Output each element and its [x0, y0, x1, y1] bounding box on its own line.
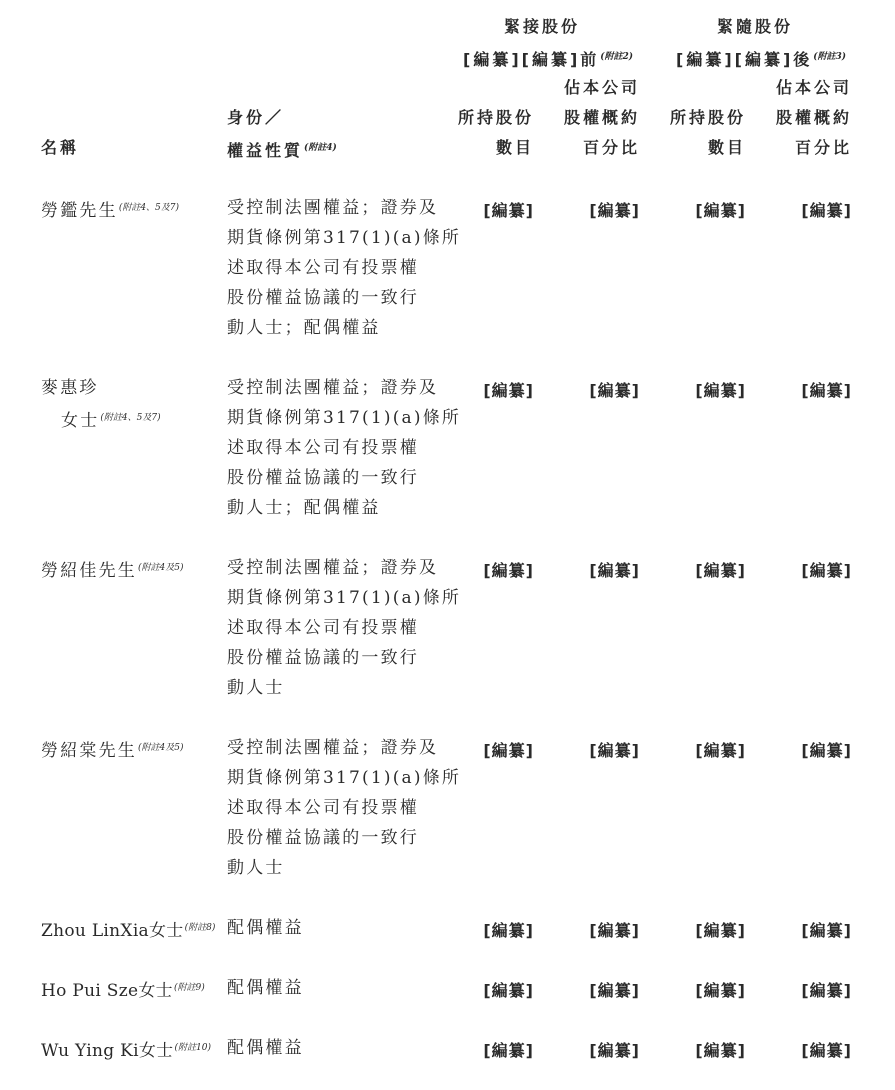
after-pct-value: [編纂]	[801, 741, 852, 760]
capacity-line: 配偶權益	[227, 918, 304, 938]
before-shares-value: [編纂]	[483, 981, 534, 1000]
capacity-description	[227, 198, 461, 348]
after-shares-value: [編纂]	[695, 201, 746, 220]
capacity-line: 股份權益協議的一致行	[227, 288, 419, 308]
before-shares-value: [編纂]	[483, 201, 534, 220]
holder-note: (附註4、5及7)	[118, 203, 180, 213]
before-pct-value: [編纂]	[589, 561, 640, 580]
header-after-shares-line2: 數目	[707, 138, 746, 157]
after-shares-value: [編纂]	[695, 981, 746, 1000]
holder-name-line2	[61, 408, 161, 431]
header-immediately-after: 緊隨股份	[717, 17, 794, 36]
capacity-line: 期貨條例第317(1)(a)條所	[227, 588, 462, 608]
header-before-pct-line2: 股權概約	[563, 108, 640, 127]
after-shares-value: [編纂]	[695, 381, 746, 400]
capacity-line: 動人士；配偶權益	[227, 498, 381, 518]
after-pct-value: [編纂]	[801, 561, 852, 580]
after-shares-value: [編纂]	[695, 921, 746, 940]
holder-name-text: Ho Pui Sze女士	[41, 981, 173, 1001]
before-pct-value: [編纂]	[589, 201, 640, 220]
capacity-line: 述取得本公司有投票權	[227, 258, 419, 278]
holder-note: (附註9)	[173, 983, 205, 993]
header-capacity-text: 權益性質	[227, 141, 304, 160]
before-pct-value: [編纂]	[589, 1041, 640, 1060]
capacity-line: 股份權益協議的一致行	[227, 468, 419, 488]
capacity-line: 述取得本公司有投票權	[227, 618, 419, 638]
header-capacity-line1: 身份／	[227, 108, 285, 127]
capacity-line: 配偶權益	[227, 978, 304, 998]
header-after-offer	[676, 47, 846, 70]
capacity-line: 期貨條例第317(1)(a)條所	[227, 408, 462, 428]
after-pct-value: [編纂]	[801, 1041, 852, 1060]
header-after-pct-line1: 佔本公司	[775, 78, 852, 97]
holder-name	[41, 1038, 211, 1061]
header-before-shares-line2: 數目	[495, 138, 534, 157]
before-shares-value: [編纂]	[483, 921, 534, 940]
header-name: 名稱	[41, 138, 80, 157]
holder-name-text: 勞紹佳先生	[41, 561, 137, 581]
capacity-line: 受控制法團權益；證券及	[227, 738, 439, 758]
holder-name-text: Wu Ying Ki女士	[41, 1041, 174, 1061]
before-pct-value: [編纂]	[589, 921, 640, 940]
after-shares-value: [編纂]	[695, 741, 746, 760]
holder-name-text: 勞鑑先生	[41, 201, 118, 221]
after-pct-value: [編纂]	[801, 381, 852, 400]
holder-name	[41, 918, 215, 941]
capacity-line: 受控制法團權益；證券及	[227, 198, 439, 218]
header-after-pct-line3: 百分比	[794, 138, 852, 157]
holder-name	[41, 198, 179, 221]
before-shares-value: [編纂]	[483, 1041, 534, 1060]
holder-name	[41, 738, 183, 761]
holder-name-text: Zhou LinXia女士	[41, 921, 184, 941]
holder-note: (附註4及5)	[138, 743, 184, 753]
capacity-description	[227, 1038, 304, 1068]
capacity-description	[227, 378, 461, 528]
before-pct-value: [編纂]	[589, 741, 640, 760]
header-immediately-before: 緊接股份	[504, 17, 581, 36]
capacity-line: 動人士；配偶權益	[227, 318, 381, 338]
capacity-line: 述取得本公司有投票權	[227, 438, 419, 458]
capacity-line: 動人士	[227, 678, 285, 698]
capacity-line: 期貨條例第317(1)(a)條所	[227, 768, 462, 788]
header-after-shares-line1: 所持股份	[669, 108, 746, 127]
before-shares-value: [編纂]	[483, 381, 534, 400]
header-before-offer	[463, 47, 633, 70]
after-shares-value: [編纂]	[695, 1041, 746, 1060]
before-shares-value: [編纂]	[483, 741, 534, 760]
capacity-line: 配偶權益	[227, 1038, 304, 1058]
capacity-line: 受控制法團權益；證券及	[227, 558, 439, 578]
capacity-line: 動人士	[227, 858, 285, 878]
header-after-pct-line2: 股權概約	[775, 108, 852, 127]
header-capacity-note: (附註4)	[304, 143, 337, 153]
capacity-line: 股份權益協議的一致行	[227, 828, 419, 848]
before-pct-value: [編纂]	[589, 981, 640, 1000]
holder-name: 麥惠珍	[41, 378, 99, 398]
holder-note: (附註8)	[184, 923, 216, 933]
capacity-description	[227, 558, 461, 708]
capacity-line: 期貨條例第317(1)(a)條所	[227, 228, 462, 248]
capacity-description	[227, 738, 461, 888]
capacity-line: 受控制法團權益；證券及	[227, 378, 439, 398]
after-pct-value: [編纂]	[801, 981, 852, 1000]
holder-note: (附註4、5及7)	[100, 413, 161, 423]
holder-name	[41, 558, 183, 581]
header-capacity-line2	[227, 138, 337, 161]
holder-note: (附註4及5)	[138, 563, 184, 573]
after-shares-value: [編纂]	[695, 561, 746, 580]
after-pct-value: [編纂]	[801, 921, 852, 940]
capacity-description	[227, 918, 304, 948]
capacity-description	[227, 978, 304, 1008]
after-pct-value: [編纂]	[801, 201, 852, 220]
holder-name-text: 女士	[61, 411, 100, 431]
capacity-line: 股份權益協議的一致行	[227, 648, 419, 668]
before-pct-value: [編纂]	[589, 381, 640, 400]
holder-name-text: 勞紹棠先生	[41, 741, 137, 761]
header-after-text: [編纂][編纂]後	[676, 50, 813, 69]
header-before-shares-line1: 所持股份	[457, 108, 534, 127]
holder-name	[41, 978, 205, 1001]
header-before-note: (附註2)	[600, 52, 634, 62]
header-after-note: (附註3)	[813, 52, 847, 62]
before-shares-value: [編纂]	[483, 561, 534, 580]
holder-note: (附註10)	[174, 1043, 211, 1053]
header-before-pct-line3: 百分比	[582, 138, 640, 157]
header-before-pct-line1: 佔本公司	[563, 78, 640, 97]
capacity-line: 述取得本公司有投票權	[227, 798, 419, 818]
header-before-text: [編纂][編纂]前	[463, 50, 600, 69]
